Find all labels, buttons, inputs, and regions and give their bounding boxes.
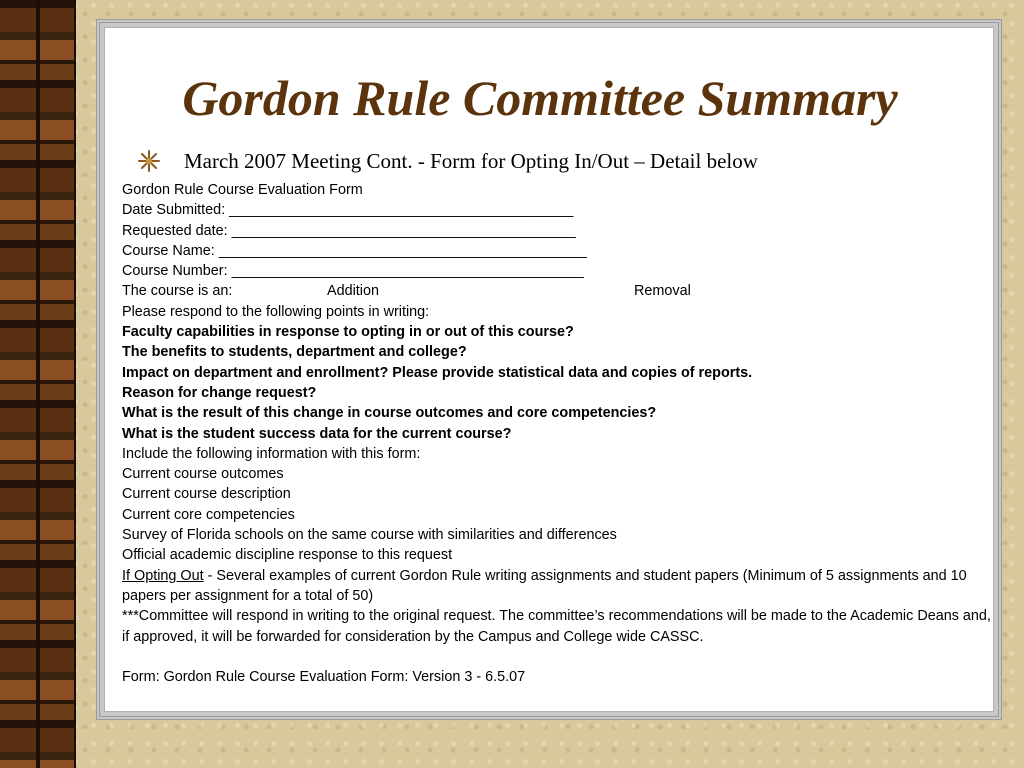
- question-item: What is the result of this change in course outcomes and core competencies?: [122, 405, 657, 422]
- opt-out-label: If Opting Out: [122, 567, 204, 584]
- requested-date-line: Requested date: ___________________________________________: [122, 222, 576, 239]
- include-item: Current core competencies: [122, 506, 295, 523]
- question-item: The benefits to students, department and college?: [122, 344, 467, 361]
- opt-out-paragraph: [122, 566, 992, 607]
- course-number-line: Course Number: ____________________________________________: [122, 263, 584, 280]
- date-submitted-line: Date Submitted: ___________________________________________: [122, 202, 574, 219]
- respond-intro: Please respond to the following points in writing:: [122, 303, 430, 320]
- opt-out-text: - Several examples of current Gordon Rule writing assignments and student papers (Minimum of 5 assignments and 10 papers per assignment for a total of 50): [122, 567, 967, 604]
- spacer: [122, 647, 992, 667]
- include-item: Current course outcomes: [122, 466, 284, 483]
- form-version-footer: Form: Gordon Rule Course Evaluation Form: Version 3 - 6.5.07: [122, 668, 526, 685]
- include-intro: Include the following information with this form:: [122, 445, 421, 462]
- slide-title: Gordon Rule Committee Summary: [182, 70, 898, 126]
- course-name-line: Course Name: ______________________________________________: [122, 242, 587, 259]
- option-addition: Addition: [327, 283, 380, 300]
- starburst-bullet-icon: [138, 150, 160, 172]
- committee-note: ***Committee will respond in writing to the original request. The committee’s recommendations will be made to the Academic Deans and, if approved, it will be forwarded for consideration by the Campus and College wide CASSC.: [122, 608, 991, 645]
- include-item: Official academic discipline response to this request: [122, 547, 453, 564]
- question-item: Impact on department and enrollment? Please provide statistical data and copies of reports.: [122, 364, 753, 381]
- question-item: Faculty capabilities in response to opting in or out of this course?: [122, 324, 574, 341]
- question-item: What is the student success data for the current course?: [122, 425, 512, 442]
- course-type-label: The course is an:: [122, 283, 233, 300]
- include-item: Current course description: [122, 486, 291, 503]
- question-item: Reason for change request?: [122, 384, 317, 401]
- form-heading: Gordon Rule Course Evaluation Form: [122, 182, 363, 198]
- include-item: Survey of Florida schools on the same course with similarities and differences: [122, 527, 617, 544]
- slide-subtitle: March 2007 Meeting Cont. - Form for Opting In/Out – Detail below: [184, 149, 758, 173]
- form-body: [122, 180, 992, 687]
- course-type-row: [122, 281, 992, 301]
- option-removal: Removal: [634, 283, 691, 300]
